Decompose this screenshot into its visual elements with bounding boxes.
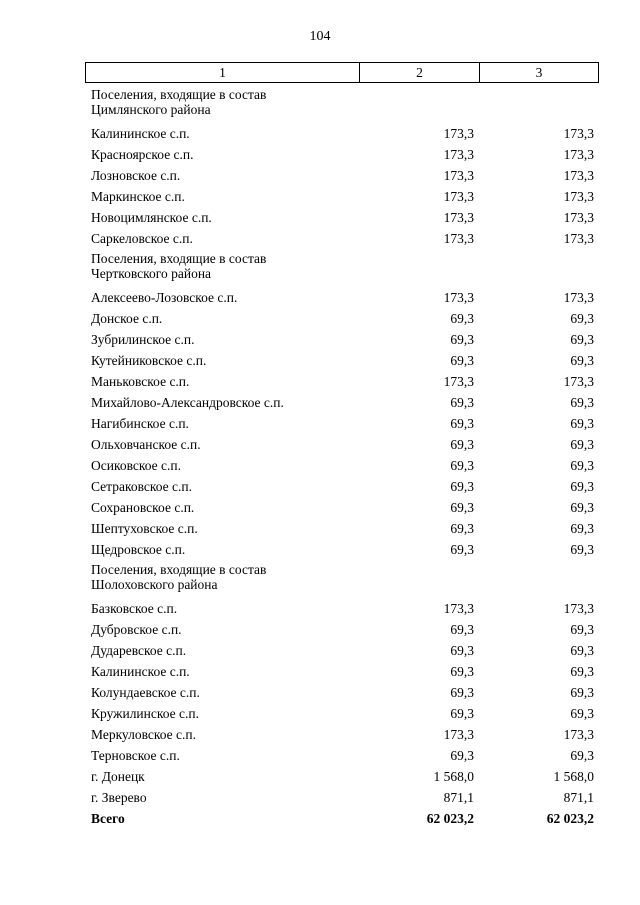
settlement-name: Дударевское с.п. — [91, 643, 187, 658]
value-column-3: 69,3 — [570, 479, 594, 494]
value-column-3: 62 023,2 — [546, 811, 594, 826]
value-column-2: 173,3 — [443, 231, 474, 246]
value-column-2: 69,3 — [450, 395, 474, 410]
section-heading-row — [91, 250, 599, 288]
settlement-name: Меркуловское с.п. — [91, 727, 196, 742]
value-column-2: 69,3 — [450, 458, 474, 473]
settlement-name: Сохрановское с.п. — [91, 500, 195, 515]
value-column-2: 871,1 — [443, 790, 474, 805]
table-row — [91, 477, 599, 498]
value-column-2: 69,3 — [450, 479, 474, 494]
value-column-3: 173,3 — [563, 147, 594, 162]
value-column-2: 173,3 — [443, 290, 474, 305]
value-column-2: 69,3 — [450, 521, 474, 536]
settlement-name: Щедровское с.п. — [91, 542, 186, 557]
total-row — [91, 809, 599, 830]
table-row — [91, 498, 599, 519]
value-column-2: 69,3 — [450, 416, 474, 431]
settlement-name: Дубровское с.п. — [91, 622, 182, 637]
table-row — [91, 288, 599, 309]
table-row — [91, 166, 599, 187]
value-column-3: 69,3 — [570, 437, 594, 452]
settlement-name: Ольховчанское с.п. — [91, 437, 201, 452]
table-row — [91, 229, 599, 250]
table-row — [91, 351, 599, 372]
settlement-name: Новоцимлянское с.п. — [91, 210, 212, 225]
value-column-3: 69,3 — [570, 458, 594, 473]
settlement-name: Сетраковское с.п. — [91, 479, 192, 494]
page-number: 104 — [309, 29, 331, 44]
value-column-3: 69,3 — [570, 311, 594, 326]
value-column-3: 173,3 — [563, 168, 594, 183]
value-column-3: 173,3 — [563, 374, 594, 389]
table-row — [91, 599, 599, 620]
table-row — [91, 662, 599, 683]
value-column-2: 69,3 — [450, 311, 474, 326]
value-column-3: 173,3 — [563, 290, 594, 305]
settlement-name: Шептуховское с.п. — [91, 521, 198, 536]
value-column-2: 173,3 — [443, 374, 474, 389]
settlement-name: Калининское с.п. — [91, 664, 190, 679]
table-row — [91, 641, 599, 662]
table-row — [91, 372, 599, 393]
table-row — [91, 746, 599, 767]
value-column-3: 1 568,0 — [553, 769, 594, 784]
settlement-name: Зубрилинское с.п. — [91, 332, 195, 347]
table-row — [91, 208, 599, 229]
settlement-name: Кутейниковское с.п. — [91, 353, 207, 368]
section-heading-row — [91, 561, 599, 599]
table-row — [91, 704, 599, 725]
table-row — [91, 187, 599, 208]
value-column-3: 69,3 — [570, 521, 594, 536]
value-column-2: 69,3 — [450, 643, 474, 658]
value-column-2: 1 568,0 — [433, 769, 474, 784]
column-header-3: 3 — [535, 64, 543, 80]
section-heading: Поселения, входящие в состав Цимлянского района — [91, 87, 267, 117]
settlement-name: Михайлово-Александровское с.п. — [91, 395, 284, 410]
table-row — [91, 456, 599, 477]
column-header-1: 1 — [86, 63, 360, 82]
settlement-name: Терновское с.п. — [91, 748, 180, 763]
table-row — [91, 725, 599, 746]
value-column-2: 173,3 — [443, 601, 474, 616]
value-column-2: 69,3 — [450, 542, 474, 557]
value-column-3: 69,3 — [570, 332, 594, 347]
table-row — [91, 540, 599, 561]
table-row — [91, 393, 599, 414]
table-row — [91, 414, 599, 435]
value-column-3: 69,3 — [570, 353, 594, 368]
settlement-name: Базковское с.п. — [91, 601, 178, 616]
value-column-3: 871,1 — [563, 790, 594, 805]
section-heading: Поселения, входящие в состав Чертковского района — [91, 251, 267, 281]
section-heading: Поселения, входящие в состав Шолоховского района — [91, 562, 267, 592]
value-column-2: 69,3 — [450, 353, 474, 368]
value-column-3: 69,3 — [570, 706, 594, 721]
table-row — [91, 435, 599, 456]
settlement-name: Красноярское с.п. — [91, 147, 194, 162]
value-column-2: 173,3 — [443, 727, 474, 742]
value-column-2: 69,3 — [450, 706, 474, 721]
value-column-2: 69,3 — [450, 500, 474, 515]
settlement-name: Лозновское с.п. — [91, 168, 181, 183]
settlement-name: Колундаевское с.п. — [91, 685, 200, 700]
value-column-2: 69,3 — [450, 332, 474, 347]
value-column-3: 69,3 — [570, 685, 594, 700]
value-column-2: 62 023,2 — [426, 811, 474, 826]
value-column-2: 69,3 — [450, 685, 474, 700]
value-column-3: 173,3 — [563, 210, 594, 225]
value-column-2: 69,3 — [450, 664, 474, 679]
table-row — [91, 145, 599, 166]
settlement-name: Осиковское с.п. — [91, 458, 181, 473]
value-column-3: 69,3 — [570, 748, 594, 763]
value-column-2: 173,3 — [443, 210, 474, 225]
table-row — [91, 620, 599, 641]
value-column-3: 173,3 — [563, 601, 594, 616]
table-body — [91, 86, 599, 830]
settlement-name: Всего — [91, 811, 125, 826]
value-column-2: 173,3 — [443, 168, 474, 183]
value-column-3: 173,3 — [563, 231, 594, 246]
settlement-name: Алексеево-Лозовское с.п. — [91, 290, 238, 305]
table-row — [91, 788, 599, 809]
settlement-name: Саркеловское с.п. — [91, 231, 193, 246]
settlement-name: Маркинское с.п. — [91, 189, 185, 204]
value-column-2: 173,3 — [443, 189, 474, 204]
value-column-3: 69,3 — [570, 622, 594, 637]
settlement-name: г. Донецк — [91, 769, 145, 784]
settlement-name: Маньковское с.п. — [91, 374, 190, 389]
value-column-3: 69,3 — [570, 416, 594, 431]
table-row — [91, 683, 599, 704]
table-row — [91, 124, 599, 145]
table-row — [91, 519, 599, 540]
table-row — [91, 767, 599, 788]
value-column-3: 69,3 — [570, 664, 594, 679]
table-row — [91, 309, 599, 330]
value-column-3: 69,3 — [570, 500, 594, 515]
value-column-3: 173,3 — [563, 727, 594, 742]
value-column-2: 69,3 — [450, 622, 474, 637]
value-column-3: 69,3 — [570, 395, 594, 410]
settlement-name: Кружилинское с.п. — [91, 706, 199, 721]
table-row — [91, 330, 599, 351]
value-column-2: 69,3 — [450, 748, 474, 763]
value-column-3: 173,3 — [563, 126, 594, 141]
settlement-name: Нагибинское с.п. — [91, 416, 189, 431]
section-heading-row — [91, 86, 599, 124]
value-column-3: 173,3 — [563, 189, 594, 204]
column-header-2: 2 — [360, 63, 480, 82]
table-header — [85, 62, 599, 83]
value-column-2: 173,3 — [443, 126, 474, 141]
value-column-2: 173,3 — [443, 147, 474, 162]
settlement-name: Донское с.п. — [91, 311, 163, 326]
settlement-name: Калининское с.п. — [91, 126, 190, 141]
value-column-3: 69,3 — [570, 643, 594, 658]
value-column-2: 69,3 — [450, 437, 474, 452]
settlement-name: г. Зверево — [91, 790, 147, 805]
value-column-3: 69,3 — [570, 542, 594, 557]
